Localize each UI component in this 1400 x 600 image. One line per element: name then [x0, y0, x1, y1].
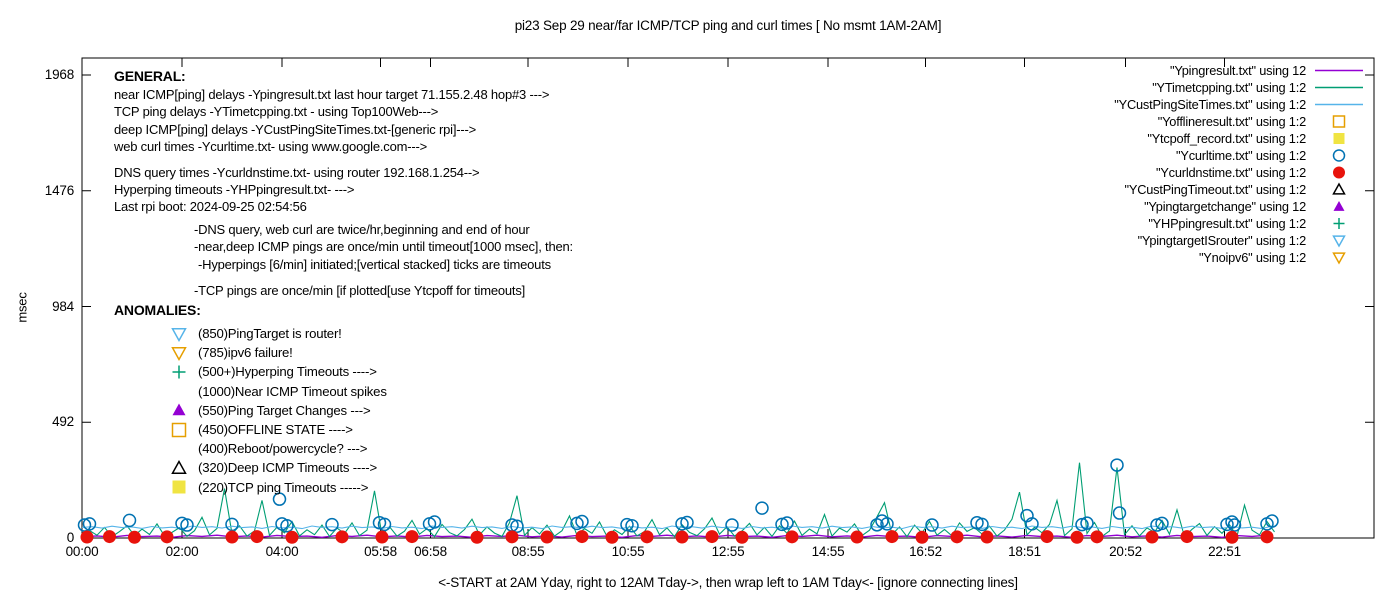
general-line: web curl times -Ycurltime.txt- using www.google.com--->: [114, 139, 428, 155]
x-tick-label: 10:55: [611, 544, 645, 559]
legend-entry: [1030, 181, 1366, 198]
series-Ycurldnstime.txt-marker: [406, 530, 419, 543]
legend-entry-label: "Ytcpoff_record.txt" using 1:2: [1147, 131, 1306, 146]
x-tick-label: 22:51: [1208, 544, 1241, 559]
x-tick-label: 08:55: [511, 544, 545, 559]
series-Ycurldnstime.txt-marker: [886, 530, 899, 543]
x-tick-label: 06:58: [414, 544, 447, 559]
series-Ycurltime.txt-marker: [726, 519, 738, 531]
anomaly-text: (785)ipv6 failure!: [198, 345, 293, 361]
y-tick-label: 1968: [44, 67, 74, 82]
triangle-up-open-icon: [170, 459, 198, 477]
general-line: Last rpi boot: 2024-09-25 02:54:56: [114, 199, 307, 215]
circle-open-icon: [1312, 148, 1366, 163]
anomalies-block: [114, 302, 387, 497]
legend-entry: [1030, 198, 1366, 215]
legend-entry: [1030, 130, 1366, 147]
triangle-down-open-icon: [1312, 250, 1366, 265]
square-open-icon: [1334, 116, 1345, 127]
series-Ycurldnstime.txt-marker: [1146, 531, 1159, 544]
square-filled-icon: [170, 478, 198, 496]
series-Ycurltime.txt-marker: [226, 518, 238, 530]
series-Ycurldnstime.txt-marker: [786, 530, 799, 543]
series-Ycurldnstime.txt-marker: [336, 530, 349, 543]
series-Ycurldnstime.txt-marker: [506, 530, 519, 543]
series-Ycurldnstime.txt-marker: [576, 530, 589, 543]
circle-filled-icon: [1333, 167, 1345, 179]
series-Ycurldnstime.txt-marker: [1226, 531, 1239, 544]
series-Ycurldnstime.txt-marker: [1261, 530, 1274, 543]
legend-entry-label: "YCustPingSiteTimes.txt" using 1:2: [1114, 97, 1306, 112]
anomaly-text: (850)PingTarget is router!: [198, 326, 342, 342]
square-open-icon: [173, 423, 186, 436]
legend-entry-label: "YpingtargetISrouter" using 1:2: [1137, 233, 1306, 248]
anomaly-item: [170, 382, 387, 401]
anomaly-item: [170, 478, 387, 497]
triangle-down-open-icon: [173, 328, 186, 340]
legend-entry: [1030, 147, 1366, 164]
general-lines: [114, 86, 573, 299]
y-tick-label: 1476: [44, 182, 74, 198]
legend-entry: [1030, 62, 1366, 79]
y-tick-label: 984: [52, 298, 74, 314]
series-Ycurldnstime.txt-marker: [103, 530, 116, 543]
series-Ycurltime.txt-marker: [124, 514, 136, 526]
triangle-up-filled-icon: [173, 404, 186, 416]
series-Ycurldnstime.txt-marker: [1181, 530, 1194, 543]
series-Ycurldnstime.txt-marker: [736, 531, 749, 544]
series-Ycurldnstime.txt-marker: [128, 531, 141, 544]
triangle-up-open-icon: [173, 461, 186, 473]
x-axis-title: <-START at 2AM Yday, right to 12AM Tday->, then wrap left to 1AM Tday<- [ignore connecting lines]: [438, 575, 1018, 590]
series-Ycurltime.txt-marker: [326, 519, 338, 531]
general-heading: GENERAL:: [114, 68, 186, 84]
series-Ycurldnstime.txt-marker: [471, 531, 484, 544]
line-icon: [1312, 97, 1366, 112]
legend-entry-label: "Ypingresult.txt" using 12: [1170, 63, 1306, 78]
series-Ycurldnstime.txt-marker: [226, 531, 239, 544]
triangle-down-open-icon: [170, 325, 198, 343]
triangle-down-open-icon: [173, 348, 186, 360]
general-line: -Hyperpings [6/min] initiated;[vertical stacked] ticks are timeouts: [198, 256, 551, 272]
anomalies-list: [114, 324, 387, 497]
series-Ycurldnstime.txt-marker: [676, 531, 689, 544]
general-line: deep ICMP[ping] delays -YCustPingSiteTimes.txt-[generic rpi]--->: [114, 121, 477, 137]
triangle-up-filled-icon: [1334, 201, 1345, 211]
series-Ycurldnstime.txt-marker: [81, 531, 94, 544]
legend-entry: [1030, 164, 1366, 181]
x-tick-label: 04:00: [265, 544, 299, 559]
series-Ycurldnstime.txt-marker: [981, 531, 994, 544]
line-icon: [1312, 63, 1366, 78]
series-Ycurldnstime.txt-marker: [851, 531, 864, 544]
general-line: -near,deep ICMP pings are once/min until timeout[1000 msec], then:: [194, 239, 573, 255]
legend-entry-label: "YHPpingresult.txt" using 1:2: [1148, 216, 1306, 231]
series-Ycurldnstime.txt-marker: [706, 530, 719, 543]
legend: [1030, 62, 1366, 266]
x-tick-label: 02:00: [165, 544, 199, 559]
legend-entry-label: "YCustPingTimeout.txt" using 1:2: [1124, 182, 1306, 197]
triangle-down-open-icon: [1312, 233, 1366, 248]
anomaly-item: [170, 458, 387, 477]
anomaly-text: (1000)Near ICMP Timeout spikes: [198, 383, 387, 399]
y-tick-label: 492: [52, 414, 74, 430]
general-line: Hyperping timeouts -YHPpingresult.txt- --->: [114, 182, 355, 198]
legend-entry-label: "Ypingtargetchange" using 12: [1144, 199, 1306, 214]
chart-title: pi23 Sep 29 near/far ICMP/TCP ping and curl times [ No msmt 1AM-2AM]: [514, 18, 942, 33]
triangle-up-open-icon: [1312, 182, 1366, 197]
anomaly-text: (320)Deep ICMP Timeouts ---->: [198, 460, 378, 476]
series-Ycurldnstime.txt-marker: [1041, 530, 1054, 543]
series-Ycurldnstime.txt-marker: [376, 531, 389, 544]
square-open-icon: [170, 421, 198, 439]
circle-filled-icon: [1312, 165, 1366, 180]
anomaly-item: [170, 401, 387, 420]
legend-entry: [1030, 232, 1366, 249]
series-Ycurldnstime.txt-marker: [251, 530, 264, 543]
series-Ycurldnstime.txt-marker: [1091, 530, 1104, 543]
series-Ycurldnstime.txt-marker: [541, 531, 554, 544]
x-tick-label: 12:55: [711, 544, 745, 559]
y-tick-label: 0: [66, 530, 74, 545]
series-Ycurldnstime.txt-marker: [641, 530, 654, 543]
anomaly-item: [170, 439, 387, 458]
general-line: -DNS query, web curl are twice/hr,beginning and end of hour: [194, 221, 530, 237]
y-axis-title: msec: [14, 292, 30, 323]
general-notes-block: [114, 68, 573, 299]
series-Ycurldnstime.txt-marker: [951, 530, 964, 543]
triangle-down-open-icon: [170, 344, 198, 362]
anomaly-text: (550)Ping Target Changes --->: [198, 402, 371, 418]
square-filled-icon: [1312, 131, 1366, 146]
anomaly-text: (500+)Hyperping Timeouts ---->: [198, 364, 377, 380]
legend-entry: [1030, 113, 1366, 130]
legend-entry-label: "Ycurldnstime.txt" using 1:2: [1155, 165, 1306, 180]
line-icon: [1312, 80, 1366, 95]
anomaly-text: (400)Reboot/powercycle? --->: [198, 441, 368, 457]
x-tick-label: 00:00: [65, 544, 99, 559]
x-tick-label: 14:55: [811, 544, 845, 559]
x-tick-label: 05:58: [364, 544, 397, 559]
series-Ycurldnstime.txt-marker: [286, 531, 299, 544]
anomaly-item: [170, 362, 387, 381]
general-line: DNS query times -Ycurldnstime.txt- using router 192.168.1.254-->: [114, 164, 480, 180]
series-Ycurldnstime.txt-marker: [1071, 531, 1084, 544]
x-tick-label: 16:52: [909, 544, 942, 559]
circle-open-icon: [1334, 150, 1345, 161]
square-filled-icon: [1334, 133, 1345, 144]
anomaly-item: [170, 420, 387, 439]
legend-entry-label: "Yofflineresult.txt" using 1:2: [1157, 114, 1306, 129]
anomaly-item: [170, 343, 387, 362]
x-tick-label: 20:52: [1109, 544, 1142, 559]
plus-icon: [1312, 216, 1366, 231]
series-Ycurldnstime.txt-marker: [161, 530, 174, 543]
general-line: TCP ping delays -YTimetcpping.txt - using Top100Web--->: [114, 104, 439, 120]
anomaly-text: (220)TCP ping Timeouts ----->: [198, 479, 369, 495]
series-Ycurltime.txt-marker: [756, 502, 768, 514]
anomaly-item: [170, 324, 387, 343]
plus-icon: [170, 363, 198, 381]
anomalies-heading: ANOMALIES:: [114, 302, 201, 318]
legend-entry-label: "Ynoipv6" using 1:2: [1198, 250, 1306, 265]
square-filled-icon: [173, 481, 186, 494]
series-Ycurldnstime.txt-marker: [606, 531, 619, 544]
triangle-up-open-icon: [1334, 184, 1345, 194]
triangle-down-open-icon: [1334, 253, 1345, 263]
square-open-icon: [1312, 114, 1366, 129]
anomaly-text: (450)OFFLINE STATE ---->: [198, 422, 353, 438]
triangle-down-open-icon: [1334, 236, 1345, 246]
legend-entry: [1030, 96, 1366, 113]
legend-entry: [1030, 79, 1366, 96]
series-Ycurldnstime.txt-marker: [916, 531, 929, 544]
x-tick-label: 18:51: [1008, 544, 1041, 559]
triangle-up-filled-icon: [1312, 199, 1366, 214]
series-Ycurltime.txt-marker: [1114, 507, 1126, 519]
general-line: near ICMP[ping] delays -Ypingresult.txt last hour target 71.155.2.48 hop#3 --->: [114, 87, 550, 102]
legend-entry: [1030, 249, 1366, 266]
triangle-up-filled-icon: [170, 401, 198, 419]
general-line: -TCP pings are once/min [if plotted[use Ytcpoff for timeouts]: [194, 283, 526, 299]
legend-entry-label: "YTimetcpping.txt" using 1:2: [1152, 80, 1306, 95]
legend-entry-label: "Ycurltime.txt" using 1:2: [1176, 148, 1306, 163]
legend-entry: [1030, 215, 1366, 232]
